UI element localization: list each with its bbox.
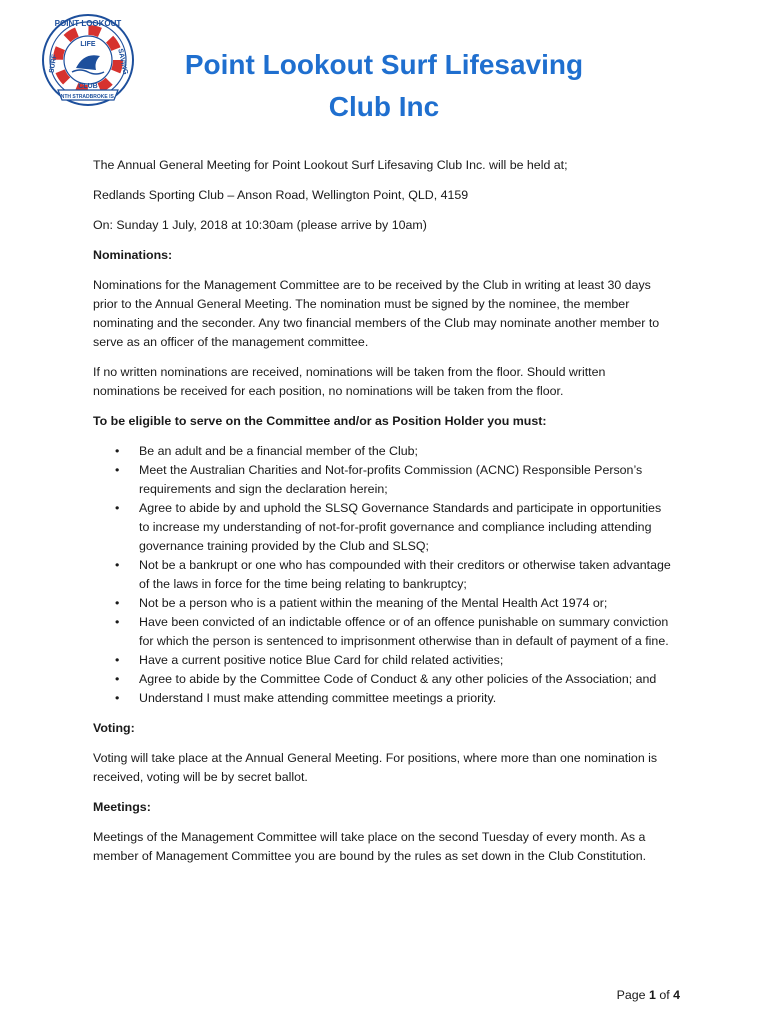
title-line-2: Club Inc	[328, 91, 440, 122]
page-current: 1	[648, 988, 656, 1002]
title-line-1: Point Lookout Surf Lifesaving	[184, 49, 584, 80]
eligibility-heading: To be eligible to serve on the Committee and/or as Position Holder you must:	[93, 414, 547, 428]
list-item: • Agree to abide by the Committee Code of Conduct & any other policies of the Association; and	[139, 670, 673, 689]
document-body	[93, 156, 673, 877]
list-item: • Agree to abide by and uphold the SLSQ Governance Standards and participate in opportunities to increase my understanding of not-for-profit governance and compliance including attending governance training provided by the Club and SLSQ;	[139, 499, 673, 556]
logo-text-top: POINT LOOKOUT	[54, 19, 122, 28]
nominations-heading: Nominations:	[93, 248, 173, 262]
list-item: • Not be a person who is a patient within the meaning of the Mental Health Act 1974 or;	[139, 594, 673, 613]
page-number	[617, 988, 680, 1002]
meetings-heading: Meetings:	[93, 800, 151, 814]
list-item: • Meet the Australian Charities and Not-for-profits Commission (ACNC) Responsible Person’s requirements and sign the declaration herein;	[139, 461, 673, 499]
club-logo	[40, 12, 136, 108]
list-item: • Have a current positive notice Blue Card for child related activities;	[139, 651, 673, 670]
voting-heading: Voting:	[93, 721, 135, 735]
intro-paragraph-venue: Redlands Sporting Club – Anson Road, Wellington Point, QLD, 4159	[93, 188, 469, 202]
logo-text-bottom: NTH STRADBROKE IS.	[60, 94, 116, 100]
list-item: • Not be a bankrupt or one who has compounded with their creditors or otherwise taken advantage of the laws in force for the time being relating to bankruptcy;	[139, 556, 673, 594]
logo-text-club: CLUB	[78, 83, 98, 90]
nominations-paragraph-1: Nominations for the Management Committee are to be received by the Club in writing at least 30 days prior to the Annual General Meeting. The nomination must be signed by the nominee, the member nominating and the seconder. Any two financial members of the Club may nominate another member to serve as an officer of the management committee.	[93, 278, 660, 349]
page-of: of	[655, 988, 674, 1002]
nominations-paragraph-2: If no written nominations are received, nominations will be taken from the floor. Should written nominations be received for each position, no nominations will be taken from the floor.	[93, 365, 606, 398]
logo-text-right: SAVING	[116, 48, 129, 76]
document-title	[150, 44, 618, 128]
logo-text-left: SURF	[48, 53, 59, 74]
page-word: Page	[616, 988, 649, 1002]
list-item: • Have been convicted of an indictable offence or of an offence punishable on summary conviction for which the person is sentenced to imprisonment otherwise than in default of payment of a fine.	[139, 613, 673, 651]
lifebuoy-logo-icon	[40, 12, 136, 108]
logo-text-life: LIFE	[80, 41, 96, 48]
intro-paragraph-meeting: The Annual General Meeting for Point Lookout Surf Lifesaving Club Inc. will be held at;	[93, 158, 568, 172]
voting-paragraph: Voting will take place at the Annual General Meeting. For positions, where more than one nomination is received, voting will be by secret ballot.	[93, 751, 658, 784]
eligibility-list	[93, 442, 673, 708]
intro-paragraph-date: On: Sunday 1 July, 2018 at 10:30am (please arrive by 10am)	[93, 218, 427, 232]
page-total: 4	[673, 988, 680, 1002]
meetings-paragraph: Meetings of the Management Committee will take place on the second Tuesday of every month. As a member of Management Committee you are bound by the rules as set down in the Club Constitution.	[93, 830, 647, 863]
list-item: • Be an adult and be a financial member of the Club;	[139, 442, 673, 461]
list-item: • Understand I must make attending committee meetings a priority.	[139, 689, 673, 708]
